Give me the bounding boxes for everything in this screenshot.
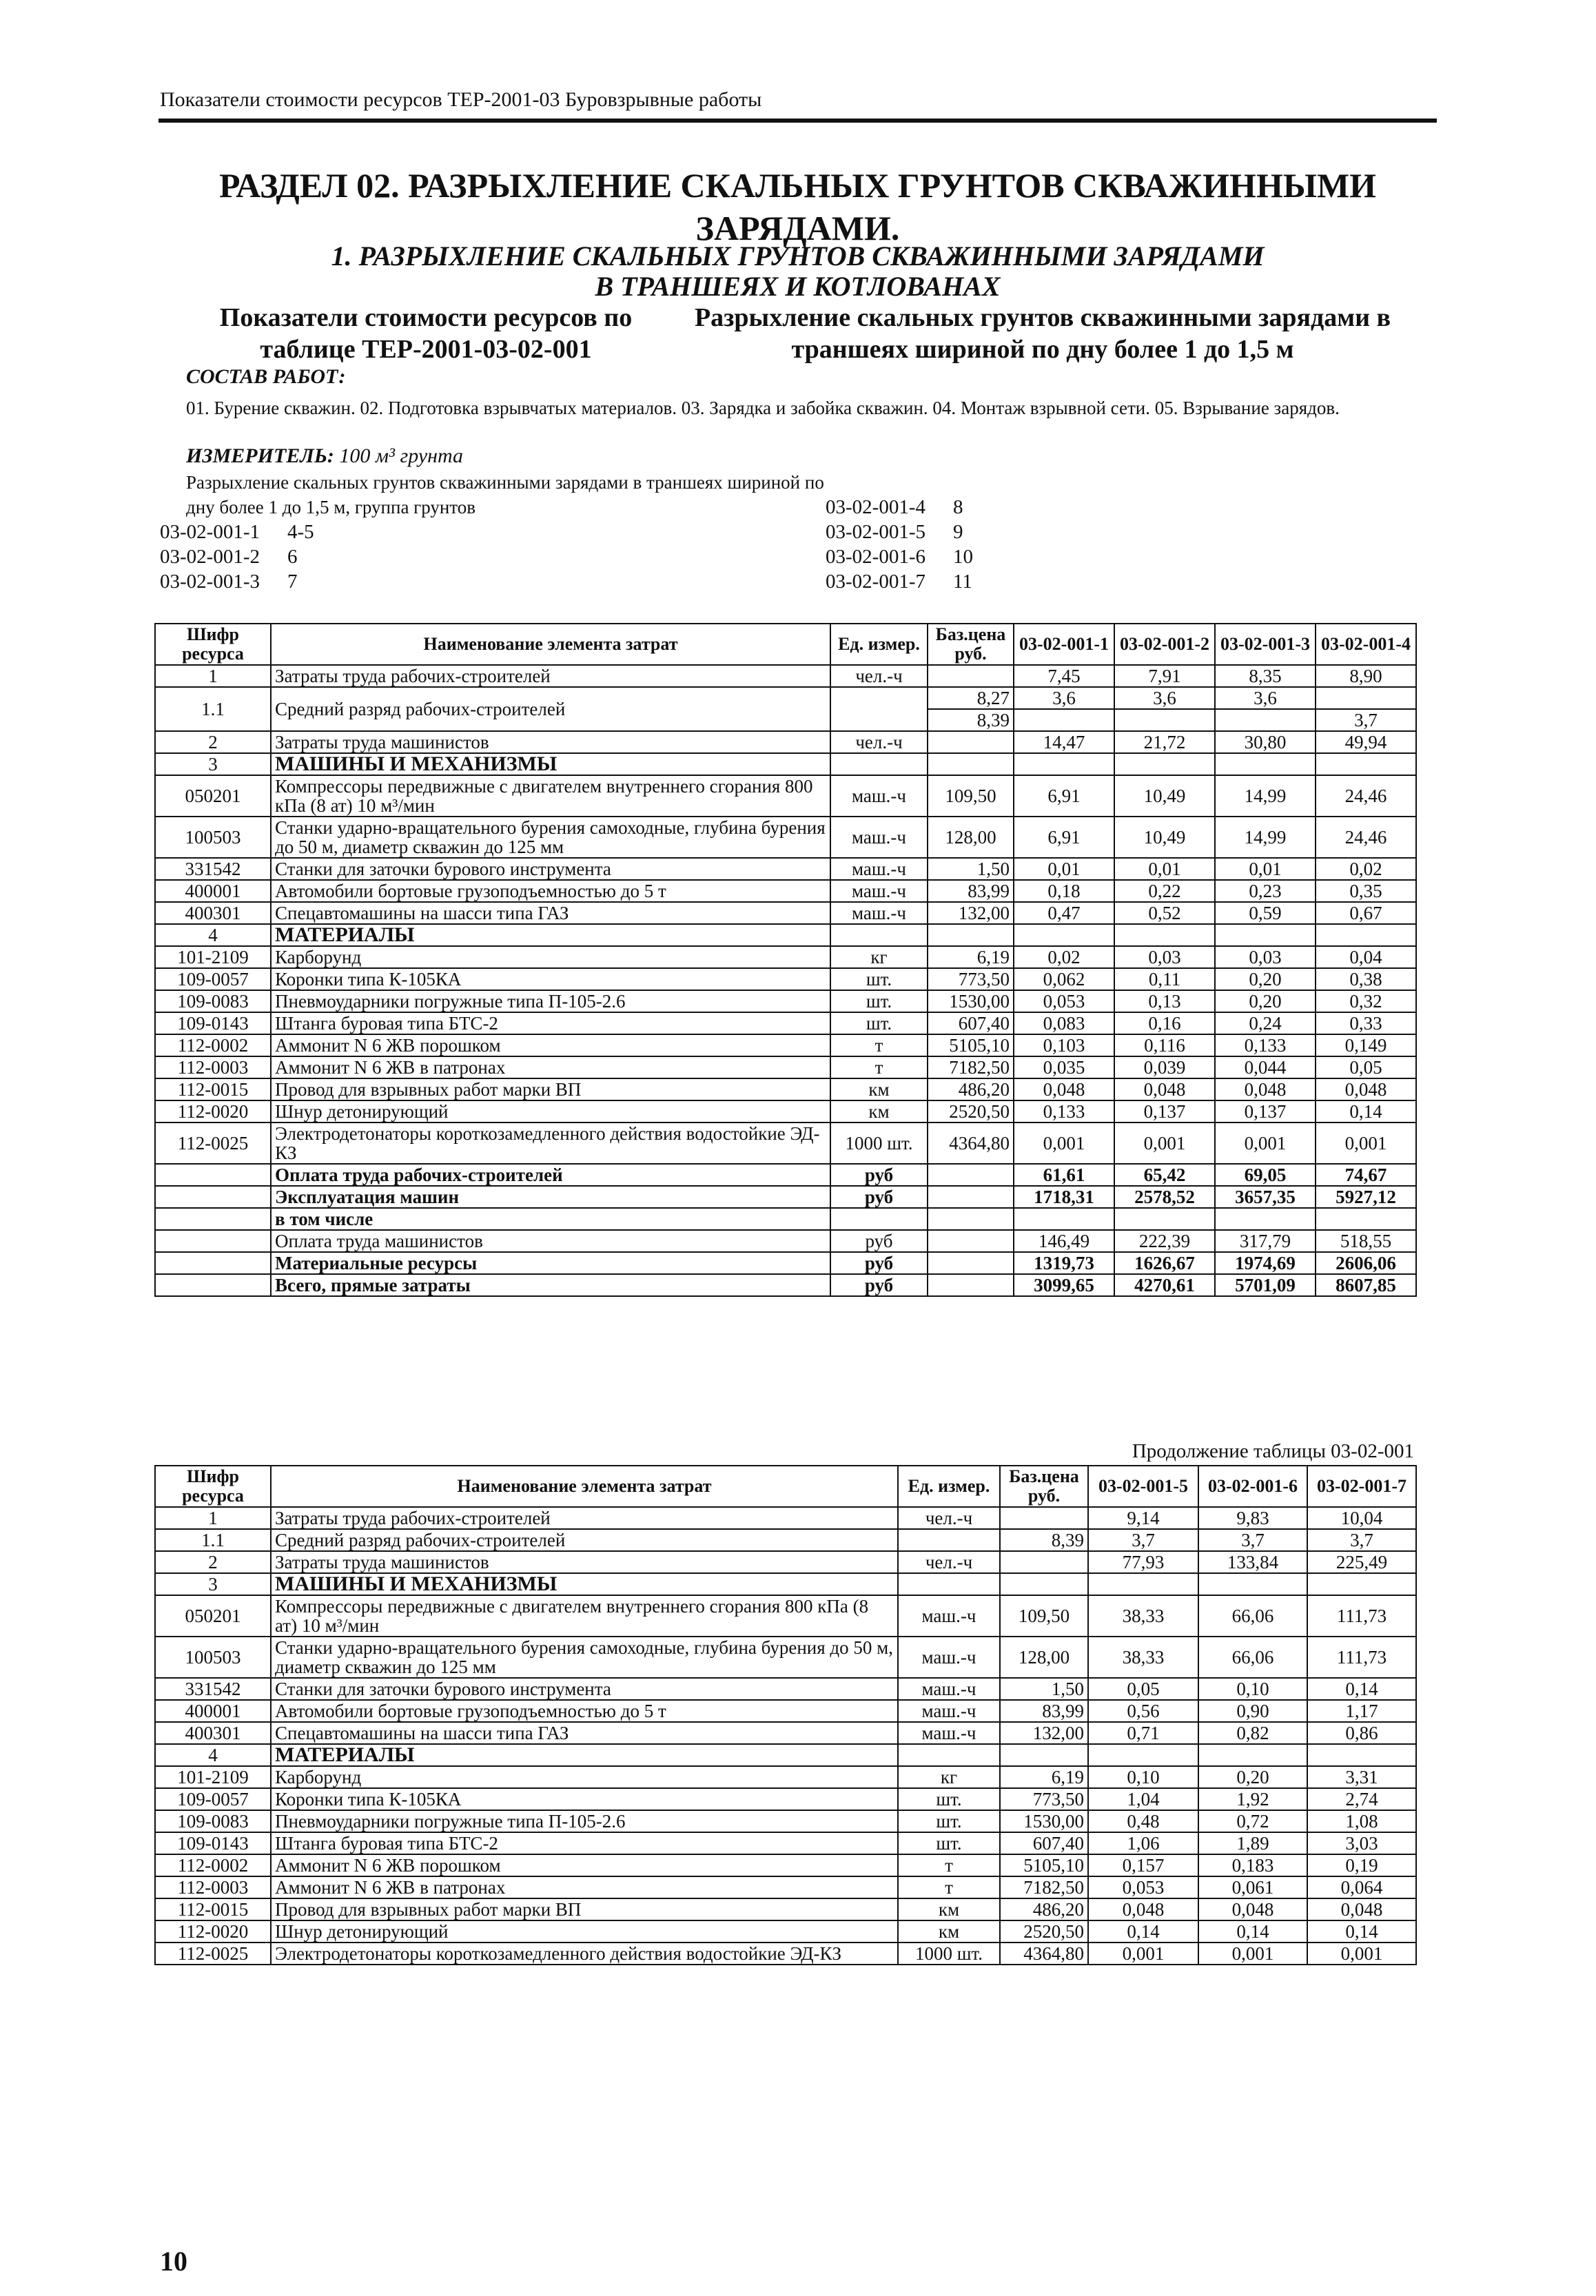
table-category-row: 3 МАШИНЫ И МЕХАНИЗМЫ bbox=[155, 753, 1416, 775]
table-row: 1 Затраты труда рабочих-строителей чел.-ч 7,45 7,91 8,35 8,90 bbox=[155, 665, 1416, 687]
group-code-row: 03-02-001-4 8 bbox=[826, 496, 963, 518]
table-row: 101-2109 Карборунд кг 6,19 0,02 0,03 0,03 0,04 bbox=[155, 946, 1416, 968]
group-code-row: 03-02-001-7 11 bbox=[826, 571, 972, 593]
col-header-norm: 03-02-001-7 bbox=[1307, 1466, 1416, 1507]
col-header-code: Шифр ресурса bbox=[155, 624, 271, 665]
table-row: 112-0002 Аммонит N 6 ЖВ порошком т 5105,10 0,103 0,116 0,133 0,149 bbox=[155, 1034, 1416, 1056]
table-header-row bbox=[155, 624, 1416, 665]
continuation-note: Продолжение таблицы 03-02-001 bbox=[1132, 1440, 1414, 1462]
resource-table-1 bbox=[154, 623, 1417, 1297]
col-header-norm: 03-02-001-2 bbox=[1114, 624, 1215, 665]
table-row: 112-0002 Аммонит N 6 ЖВ порошком т 5105,10 0,157 0,183 0,19 bbox=[155, 1854, 1416, 1876]
table-row: 2 Затраты труда машинистов чел.-ч 14,47 21,72 30,80 49,94 bbox=[155, 731, 1416, 753]
table-row: 109-0057 Коронки типа К-105КА шт. 773,50 1,04 1,92 2,74 bbox=[155, 1788, 1416, 1810]
running-header: Показатели стоимости ресурсов ТЕР-2001-03 Буровзрывные работы bbox=[160, 88, 762, 111]
table-header-row bbox=[155, 1466, 1416, 1507]
group-code-list-left bbox=[160, 520, 314, 594]
work-composition-heading: СОСТАВ РАБОТ: bbox=[186, 365, 346, 388]
subsection-title-line2: В ТРАНШЕЯХ И КОТЛОВАНАХ bbox=[595, 271, 1001, 302]
table-row: 400001 Автомобили бортовые грузоподъемностью до 5 т маш.-ч 83,99 0,18 0,22 0,23 0,35 bbox=[155, 880, 1416, 902]
work-composition-text: 01. Бурение скважин. 02. Подготовка взрывчатых материалов. 03. Зарядка и забойка скважин. 04. Монтаж взрывной сети. 05. Взрывание зарядов. bbox=[186, 398, 1340, 418]
measure-value: 100 м³ грунта bbox=[339, 444, 464, 467]
summary-row: Оплата труда рабочих-строителей руб 61,61 65,42 69,05 74,67 bbox=[155, 1164, 1416, 1186]
table-row: 109-0057 Коронки типа К-105КА шт. 773,50 0,062 0,11 0,20 0,38 bbox=[155, 968, 1416, 990]
col-header-code: Шифр ресурса bbox=[155, 1466, 271, 1507]
resource-table-2 bbox=[154, 1465, 1417, 1965]
group-code-row: 03-02-001-1 4-5 bbox=[160, 521, 314, 543]
group-code-row: 03-02-001-2 6 bbox=[160, 546, 298, 568]
table-row: 109-0083 Пневмоударники погружные типа П-105-2.6 шт. 1530,00 0,48 0,72 1,08 bbox=[155, 1810, 1416, 1832]
table-row: 112-0015 Провод для взрывных работ марки ВП км 486,20 0,048 0,048 0,048 bbox=[155, 1898, 1416, 1920]
table-row: 112-0003 Аммонит N 6 ЖВ в патронах т 7182,50 0,035 0,039 0,044 0,05 bbox=[155, 1056, 1416, 1078]
table-row: 112-0020 Шнур детонирующий км 2520,50 0,133 0,137 0,137 0,14 bbox=[155, 1100, 1416, 1123]
table-row: 2 Затраты труда машинистов чел.-ч 77,93 133,84 225,49 bbox=[155, 1551, 1416, 1573]
summary-row-total: Всего, прямые затраты руб 3099,65 4270,61 5701,09 8607,85 bbox=[155, 1274, 1416, 1296]
col-header-norm: 03-02-001-5 bbox=[1088, 1466, 1198, 1507]
page-number: 10 bbox=[160, 2246, 187, 2277]
col-header-unit: Ед. измер. bbox=[830, 624, 928, 665]
summary-row: Материальные ресурсы руб 1319,73 1626,67 1974,69 2606,06 bbox=[155, 1252, 1416, 1274]
indicator-table-ref: Показатели стоимости ресурсов по таблице ТЕР-2001-03-02-001 bbox=[219, 303, 633, 364]
group-code-row: 03-02-001-5 9 bbox=[826, 521, 963, 543]
table-row: 109-0143 Штанга буровая типа БТС-2 шт. 607,40 0,083 0,16 0,24 0,33 bbox=[155, 1012, 1416, 1034]
col-header-price: Баз.цена руб. bbox=[928, 624, 1014, 665]
table-row: 1.1 Средний разряд рабочих-строителей 8,39 3,7 3,7 3,7 bbox=[155, 1529, 1416, 1551]
table-row: 109-0143 Штанга буровая типа БТС-2 шт. 607,40 1,06 1,89 3,03 bbox=[155, 1832, 1416, 1854]
indicator-description: Разрыхление скальных грунтов скважинными зарядами в траншеях шириной по дну более 1 до 1,5 м bbox=[694, 303, 1391, 364]
col-header-name: Наименование элемента затрат bbox=[271, 624, 830, 665]
summary-row: Эксплуатация машин руб 1718,31 2578,52 3657,35 5927,12 bbox=[155, 1186, 1416, 1208]
header-rule bbox=[158, 119, 1437, 123]
table-row: 112-0015 Провод для взрывных работ марки ВП км 486,20 0,048 0,048 0,048 0,048 bbox=[155, 1078, 1416, 1100]
table-row: 101-2109 Карборунд кг 6,19 0,10 0,20 3,31 bbox=[155, 1766, 1416, 1788]
table-row: 400001 Автомобили бортовые грузоподъемностью до 5 т маш.-ч 83,99 0,56 0,90 1,17 bbox=[155, 1700, 1416, 1722]
table-row: 112-0003 Аммонит N 6 ЖВ в патронах т 7182,50 0,053 0,061 0,064 bbox=[155, 1876, 1416, 1898]
measure-label: ИЗМЕРИТЕЛЬ: bbox=[186, 444, 334, 467]
group-code-list-right bbox=[826, 495, 973, 594]
table-row: 1 Затраты труда рабочих-строителей чел.-ч 9,14 9,83 10,04 bbox=[155, 1507, 1416, 1529]
group-code-row: 03-02-001-3 7 bbox=[160, 571, 298, 593]
subsection-title-line1: 1. РАЗРЫХЛЕНИЕ СКАЛЬНЫХ ГРУНТОВ СКВАЖИННЫМИ ЗАРЯДАМИ bbox=[331, 240, 1265, 271]
table-row: 8,39 3,7 bbox=[155, 709, 1416, 731]
table-category-row: 4 МАТЕРИАЛЫ bbox=[155, 924, 1416, 946]
table-category-row: 3 МАШИНЫ И МЕХАНИЗМЫ bbox=[155, 1573, 1416, 1595]
table-row: 112-0025 Электродетонаторы короткозамедленного действия водостойкие ЭД-КЗ 1000 шт. 4364,80 0,001 0,001 0,001 0,001 bbox=[155, 1123, 1416, 1164]
table-row: 109-0083 Пневмоударники погружные типа П-105-2.6 шт. 1530,00 0,053 0,13 0,20 0,32 bbox=[155, 990, 1416, 1012]
table-row: 100503 Станки ударно-вращательного бурения самоходные, глубина бурения до 50 м, диаметр скважин до 125 мм маш.-ч 128,00 38,33 66,06 111,73 bbox=[155, 1637, 1416, 1678]
table-row: 400301 Спецавтомашины на шасси типа ГАЗ маш.-ч 132,00 0,47 0,52 0,59 0,67 bbox=[155, 902, 1416, 924]
summary-row: в том числе bbox=[155, 1208, 1416, 1230]
col-header-unit: Ед. измер. bbox=[898, 1466, 1000, 1507]
table-row: 1.1 Средний разряд рабочих-строителей 8,27 3,6 3,6 3,6 bbox=[155, 687, 1416, 709]
col-header-norm: 03-02-001-3 bbox=[1215, 624, 1316, 665]
table-row: 050201 Компрессоры передвижные с двигателем внутреннего сгорания 800 кПа (8 ат) 10 м³/мин маш.-ч 109,50 6,91 10,49 14,99 24,46 bbox=[155, 775, 1416, 817]
col-header-norm: 03-02-001-1 bbox=[1014, 624, 1114, 665]
table-row: 050201 Компрессоры передвижные с двигателем внутреннего сгорания 800 кПа (8 ат) 10 м³/мин маш.-ч 109,50 38,33 66,06 111,73 bbox=[155, 1595, 1416, 1637]
table-row: 112-0025 Электродетонаторы короткозамедленного действия водостойкие ЭД-КЗ 1000 шт. 4364,80 0,001 0,001 0,001 bbox=[155, 1943, 1416, 1965]
section-title: РАЗДЕЛ 02. РАЗРЫХЛЕНИЕ СКАЛЬНЫХ ГРУНТОВ СКВАЖИННЫМИ ЗАРЯДАМИ. bbox=[218, 166, 1377, 247]
group-code-row: 03-02-001-6 10 bbox=[826, 546, 973, 568]
table-row: 331542 Станки для заточки бурового инструмента маш.-ч 1,50 0,05 0,10 0,14 bbox=[155, 1678, 1416, 1700]
table-category-row: 4 МАТЕРИАЛЫ bbox=[155, 1744, 1416, 1766]
measure-line bbox=[186, 444, 463, 468]
table-row: 100503 Станки ударно-вращательного бурения самоходные, глубина бурения до 50 м, диаметр скважин до 125 мм маш.-ч 128,00 6,91 10,49 14,99 24,46 bbox=[155, 817, 1416, 858]
col-header-price: Баз.цена руб. bbox=[1000, 1466, 1088, 1507]
summary-row: Оплата труда машинистов руб 146,49 222,39 317,79 518,55 bbox=[155, 1230, 1416, 1252]
col-header-norm: 03-02-001-6 bbox=[1198, 1466, 1307, 1507]
col-header-norm: 03-02-001-4 bbox=[1316, 624, 1416, 665]
table-row: 400301 Спецавтомашины на шасси типа ГАЗ маш.-ч 132,00 0,71 0,82 0,86 bbox=[155, 1722, 1416, 1744]
group-description: Разрыхление скальных грунтов скважинными зарядами в траншеях шириной по дну более 1 до 1,5 м, группа грунтов bbox=[186, 472, 824, 517]
col-header-name: Наименование элемента затрат bbox=[271, 1466, 898, 1507]
table-row: 112-0020 Шнур детонирующий км 2520,50 0,14 0,14 0,14 bbox=[155, 1920, 1416, 1943]
table-row: 331542 Станки для заточки бурового инструмента маш.-ч 1,50 0,01 0,01 0,01 0,02 bbox=[155, 858, 1416, 880]
